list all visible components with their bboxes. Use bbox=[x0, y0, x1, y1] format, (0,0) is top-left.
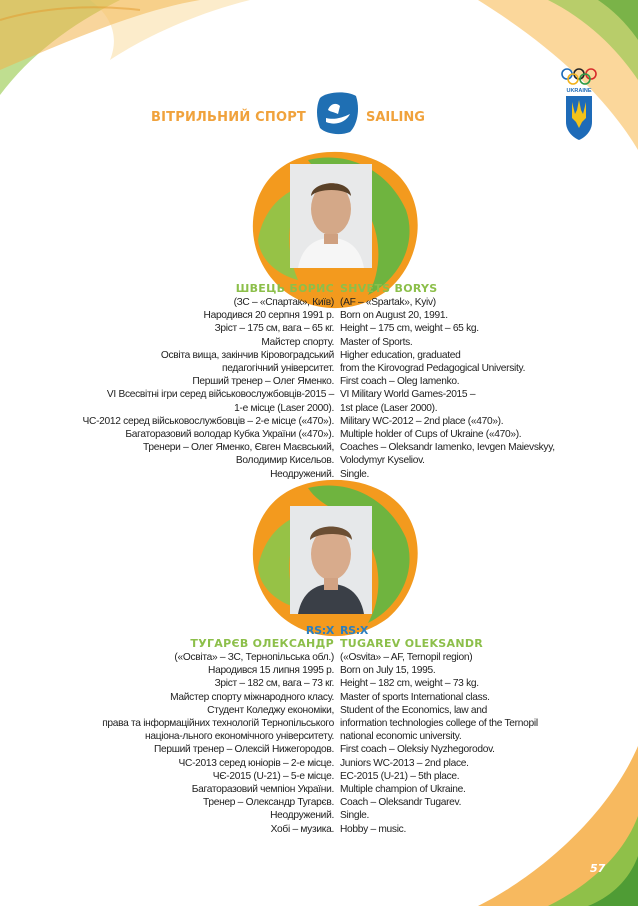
bio-line: ЧЄ-2015 (U-21) – 5-е місце. bbox=[212, 770, 334, 782]
bio-line: national economic university. bbox=[340, 731, 462, 743]
bio-line: Володимир Кисельов. bbox=[235, 455, 334, 467]
bio-line: Master of sports International class. bbox=[340, 691, 490, 703]
athlete1-name-uk: ШВЕЦЬ БОРИС bbox=[235, 282, 334, 295]
sport-title-en: SAILING bbox=[366, 110, 425, 125]
bio-line: («Освіта» – ЗС, Тернопільська обл.) bbox=[174, 652, 334, 663]
bio-line: Height – 182 cm, weight – 73 kg. bbox=[340, 678, 479, 690]
sport-title-uk: ВІТРИЛЬНИЙ СПОРТ bbox=[151, 110, 306, 125]
bio-line: Зріст – 175 см, вага – 65 кг. bbox=[214, 323, 334, 335]
bio-line: Single. bbox=[340, 810, 370, 822]
bio-line: Juniors WC-2013 – 2nd place. bbox=[340, 757, 469, 769]
sailing-logo-icon bbox=[312, 88, 362, 138]
bio-line: Майстер спорту. bbox=[261, 336, 334, 348]
bio-line: Multiple champion of Ukraine. bbox=[340, 784, 466, 796]
page-number: 57 bbox=[590, 862, 606, 875]
bio-line: Зріст – 182 см, вага – 73 кг. bbox=[214, 678, 334, 690]
athlete2-event-en: RS:X bbox=[340, 624, 369, 637]
athlete2-event-uk: RS:X bbox=[305, 624, 334, 637]
bio-line: педагогічний університет. bbox=[222, 363, 334, 375]
olympic-rings-icon bbox=[560, 66, 598, 142]
athlete2-bio-uk bbox=[102, 624, 334, 836]
bio-line: права та інформаційних технологій Тернопільського bbox=[102, 718, 334, 730]
bio-line: Неодружений. bbox=[270, 810, 334, 822]
athlete2-name-uk: ТУГАРЄВ ОЛЕКСАНДР bbox=[190, 637, 334, 650]
bio-line: Student of the Economics, law and bbox=[340, 704, 487, 716]
bio-line: Перший тренер – Олег Яменко. bbox=[192, 376, 334, 388]
bio-line: Born on July 15, 1995. bbox=[340, 665, 436, 677]
bio-line: First coach – Oleksiy Nyzhegorodov. bbox=[340, 744, 495, 756]
top-right-decoration bbox=[438, 0, 638, 160]
bio-line: Багаторазовий чемпіон України. bbox=[191, 784, 334, 796]
athlete-photo-2 bbox=[290, 506, 372, 614]
bio-line: (AF – «Spartak», Kyiv) bbox=[340, 297, 436, 308]
athlete2-name-en: TUGAREV OLEKSANDR bbox=[340, 637, 484, 650]
bio-line: Студент Коледжу економіки, bbox=[207, 704, 334, 716]
bio-line: Single. bbox=[340, 468, 370, 480]
bio-line: ЧС-2013 серед юніорів – 2-е місце. bbox=[178, 757, 334, 769]
bio-line: Hobby – music. bbox=[340, 823, 407, 835]
bio-line: Volodymyr Kyseliov. bbox=[340, 455, 425, 467]
bio-line: 1st place (Laser 2000). bbox=[340, 402, 438, 414]
athlete1-name-en: SHVETS BORYS bbox=[340, 282, 438, 295]
bio-line: Освіта вища, закінчив Кіровоградський bbox=[160, 349, 334, 361]
bio-line: Багаторазовий володар Кубка України («470»). bbox=[125, 429, 334, 441]
bio-line: Народився 15 липня 1995 р. bbox=[208, 665, 334, 677]
bio-line: Higher education, graduated bbox=[340, 349, 461, 361]
bio-line: Майстер спорту міжнародного класу. bbox=[170, 691, 334, 703]
bio-line: (ЗС – «Спартак», Київ) bbox=[233, 297, 334, 308]
athlete1-bio-uk bbox=[83, 282, 334, 481]
bio-line: Coaches – Oleksandr Iamenko, Ievgen Maievskyy, bbox=[340, 442, 555, 454]
bio-line: Height – 175 cm, weight – 65 kg. bbox=[340, 323, 479, 335]
athlete-photo-1 bbox=[290, 164, 372, 268]
bio-line: Multiple holder of Cups of Ukraine («470»). bbox=[340, 429, 522, 441]
bio-line: from the Kirovograd Pedagogical University. bbox=[340, 363, 526, 375]
bio-line: Master of Sports. bbox=[340, 336, 413, 348]
bio-line: EC-2015 (U-21) – 5th place. bbox=[340, 770, 460, 782]
athlete1-bio-en bbox=[340, 282, 555, 481]
bio-line: 1-е місце (Laser 2000). bbox=[234, 402, 334, 414]
athlete2-bio-en bbox=[340, 624, 538, 836]
bio-line: Неодружений. bbox=[270, 468, 334, 480]
bio-line: («Osvita» – AF, Ternopil region) bbox=[340, 652, 473, 663]
bio-line: First coach – Oleg Iamenko. bbox=[340, 376, 460, 388]
ukraine-trident-icon bbox=[566, 96, 592, 140]
bio-line: information technologies college of the Ternopil bbox=[340, 718, 538, 730]
olympic-ukraine-label: UKRAINE bbox=[566, 88, 592, 94]
bio-line: Coach – Oleksandr Tugarev. bbox=[340, 797, 462, 809]
bio-line: націона-льного економічного університету. bbox=[145, 731, 334, 743]
bio-line: Military WC-2012 – 2nd place («470»). bbox=[340, 415, 504, 427]
bio-line: Хобі – музика. bbox=[270, 823, 334, 835]
bio-line: VI Military World Games-2015 – bbox=[340, 389, 476, 401]
top-left-decoration bbox=[0, 0, 260, 120]
bio-line: Тренер – Олександр Тугарєв. bbox=[203, 797, 334, 809]
bio-line: Born on August 20, 1991. bbox=[340, 310, 448, 322]
bio-line: Народився 20 серпня 1991 р. bbox=[203, 310, 334, 322]
bio-line: ЧС-2012 серед військовослужбовців – 2-е місце («470»). bbox=[82, 415, 334, 427]
bio-line: VI Всесвітні ігри серед військовослужбовців-2015 – bbox=[106, 389, 334, 401]
bio-line: Перший тренер – Олексій Нижегородов. bbox=[153, 744, 334, 756]
bio-line: Тренери – Олег Яменко, Євген Маєвський, bbox=[143, 442, 334, 454]
